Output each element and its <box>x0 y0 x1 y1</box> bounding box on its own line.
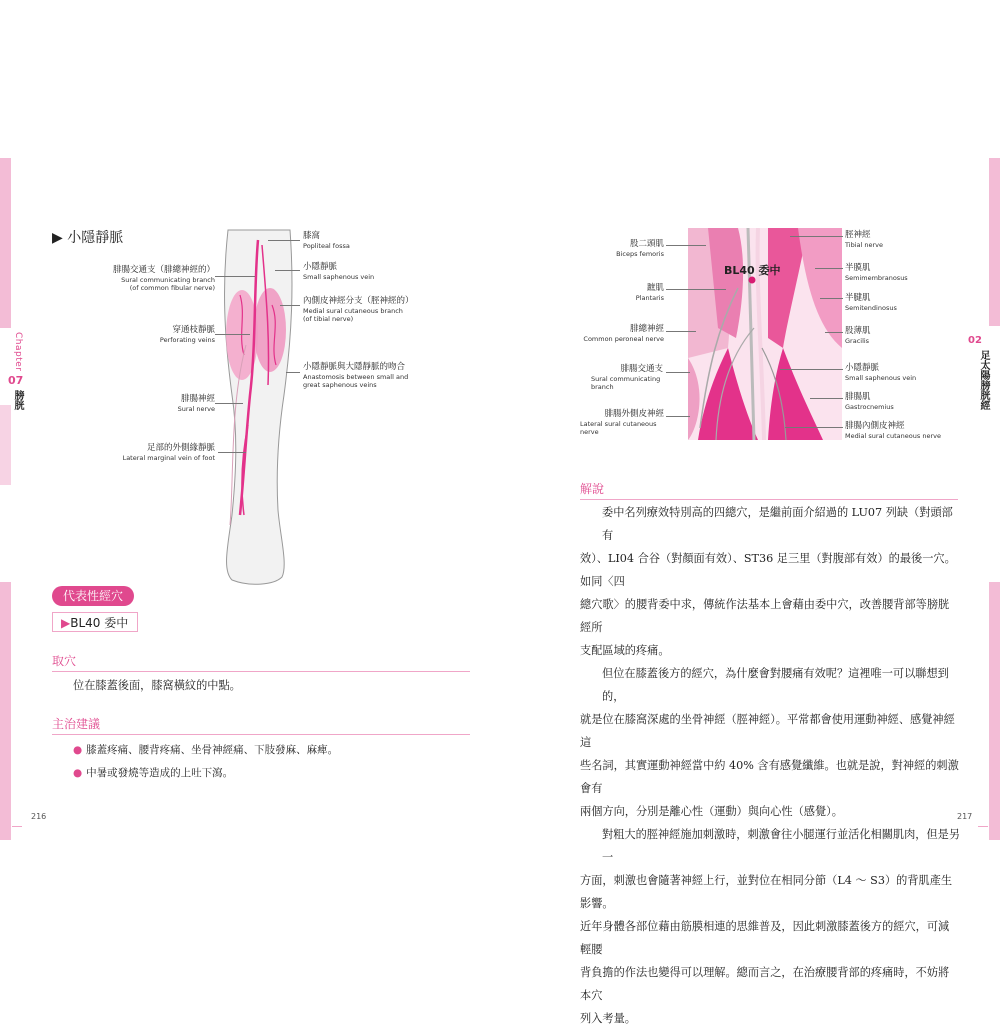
figure-label-sural-communicating <box>591 364 681 391</box>
text-line: 效）、LI04 合谷（對顏面有效）、ST36 足三里（對腹部有效）的最後一穴。如同〈四 <box>580 552 956 588</box>
left-edge-tab-mid <box>0 405 11 485</box>
page-rule <box>12 826 22 827</box>
bullet-icon: ● <box>73 767 83 779</box>
figure-label-gracilis <box>845 326 955 345</box>
figure-label-gastrocnemius <box>845 392 955 411</box>
label-en: Biceps femoris <box>616 250 664 258</box>
label-zh: 蹠肌 <box>646 283 664 293</box>
figure-label-anastomosis <box>303 362 463 389</box>
figure-label-popliteal-fossa <box>303 231 453 250</box>
text-line: 近年身體各部位藉由筋膜相連的思維普及，因此刺激膝蓋後方的經穴，可減輕腰 <box>580 920 950 956</box>
label-zh: 腓腸內側皮神經 <box>845 421 905 431</box>
figure-label-biceps-femoris <box>544 239 664 258</box>
leader-line <box>780 369 843 370</box>
divider <box>52 671 470 672</box>
triangle-icon: ▶ <box>52 230 63 246</box>
figure-label-small-saphenous <box>845 363 955 382</box>
page-number: 217 <box>957 812 973 821</box>
label-zh: 股薄肌 <box>845 326 871 336</box>
bullet-icon: ● <box>73 744 83 756</box>
label-en: Small saphenous vein <box>845 374 917 382</box>
label-en: Lateral marginal vein of foot <box>122 454 215 462</box>
indication-item <box>73 742 338 757</box>
label-zh: 腓腸交通支 <box>620 364 663 374</box>
rep-point-box <box>52 612 138 632</box>
explanation-heading: 解說 <box>580 482 605 496</box>
label-en: Sural nerve <box>177 405 215 413</box>
locating-text: 位在膝蓋後面，膝窩橫紋的中點。 <box>73 679 241 692</box>
leader-line <box>268 240 300 241</box>
explanation-body <box>580 501 960 1030</box>
text-line: 方面，刺激也會隨著神經上行，並對位在相同分節（L4 ～ S3）的背肌產生影響。 <box>580 874 953 910</box>
figure-label-medial-sural-branch <box>303 296 453 323</box>
label-en: Medial sural cutaneous branch <box>303 307 403 315</box>
figure-label-sural-nerve <box>75 394 215 413</box>
label-zh: 脛神經 <box>845 230 871 240</box>
label-en: Medial sural cutaneous nerve <box>845 432 941 440</box>
text-line: 就是位在膝窩深處的坐骨神經（脛神經）。平常都會使用運動神經、感覺神經這 <box>580 713 955 749</box>
label-zh: 內側皮神經分支（脛神經的） <box>303 296 414 306</box>
figure-label-sural-communicating <box>75 265 215 292</box>
label-zh: 足部的外側緣靜脈 <box>146 443 215 453</box>
label-zh: 膝窩 <box>303 231 321 241</box>
label-en: Small saphenous vein <box>303 273 375 281</box>
paragraph <box>580 662 960 823</box>
label-zh: 小隱靜脈與大隱靜脈的吻合 <box>303 362 406 372</box>
divider <box>52 734 470 735</box>
label-zh: 穿通枝靜脈 <box>172 325 215 335</box>
label-zh: 腓腸交通支（腓總神經的） <box>112 265 215 275</box>
label-en: branch <box>591 383 614 391</box>
leader-line <box>666 416 690 417</box>
leader-line <box>215 403 243 404</box>
label-zh: 腓腸神經 <box>180 394 215 404</box>
text-line: 對粗大的脛神經施加刺激時，刺激會往小腿運行並活化相關肌肉，但是另一 <box>602 828 961 864</box>
indication-text: 中暑或發燒等造成的上吐下瀉。 <box>86 767 234 779</box>
chapter-number: 02 <box>968 335 982 346</box>
figure-label-perforating-veins <box>75 325 215 344</box>
label-zh: 小隱靜脈 <box>303 262 338 272</box>
rep-point-name: BL40 委中 <box>70 616 129 630</box>
paragraph <box>580 823 960 1030</box>
page-number: 216 <box>31 812 47 821</box>
knee-muscle-illustration <box>688 228 842 440</box>
text-line: 委中名列療效特別高的四總穴，是繼前面介紹過的 LU07 列缺（對頭部有 <box>602 506 953 542</box>
paragraph <box>580 501 960 662</box>
figure-label-tibial-nerve <box>845 230 955 249</box>
indication-heading: 主治建議 <box>52 717 101 731</box>
left-edge-tab-bottom <box>0 582 11 840</box>
figure-label-lateral-marginal-vein <box>75 443 215 462</box>
label-en: Plantaris <box>635 294 664 302</box>
label-en: Gracilis <box>845 337 870 345</box>
figure-label-semimembranosus <box>845 263 955 282</box>
label-en: Semimembranosus <box>845 274 908 282</box>
label-en: (of common fibular nerve) <box>129 284 215 292</box>
label-zh: 腓總神經 <box>629 324 664 334</box>
figure-title <box>52 227 123 247</box>
text-line: 些名詞，其實運動神經當中約 40% 含有感覺纖維。也就是說，對神經的刺激會有 <box>580 759 959 795</box>
label-zh: 股二頭肌 <box>629 239 664 249</box>
leader-line <box>275 270 300 271</box>
left-edge-tab-top <box>0 158 11 328</box>
label-en: Sural communicating branch <box>121 276 215 284</box>
rep-point-badge: 代表性經穴 <box>52 586 134 606</box>
text-line: 背負擔的作法也變得可以理解。總而言之，在治療腰背部的疼痛時，不妨將本穴 <box>580 966 950 1002</box>
figure-label-small-saphenous <box>303 262 453 281</box>
leader-line <box>815 268 843 269</box>
label-zh: 半腱肌 <box>845 293 871 303</box>
right-edge-tab-top <box>989 158 1000 326</box>
leader-line <box>820 298 843 299</box>
text-line: 總穴歌〉的腰背委中求，傳統作法基本上會藉由委中穴，改善腰背部等膀胱經所 <box>580 598 950 634</box>
leader-line <box>280 305 300 306</box>
label-en: Tibial nerve <box>845 241 884 249</box>
leader-line <box>666 289 726 290</box>
label-en: Lateral sural cutaneous <box>580 420 657 428</box>
text-line: 但位在膝蓋後方的經穴，為什麼會對腰痛有效呢？這裡唯一可以聯想到的， <box>602 667 949 703</box>
divider <box>580 499 958 500</box>
chapter-name: 足太陽膀胱經 <box>978 350 989 410</box>
leader-line <box>215 276 255 277</box>
label-en: Sural communicating <box>591 375 661 383</box>
label-en: nerve <box>580 428 599 436</box>
leader-line <box>790 236 843 237</box>
figure-label-semitendinosus <box>845 293 955 312</box>
label-en: Perforating veins <box>159 336 215 344</box>
text-line: 列入考量。 <box>580 1012 636 1025</box>
text-line: 兩個方向，分別是離心性（運動）與向心性（感覺）。 <box>580 805 843 818</box>
label-zh: 腓腸肌 <box>845 392 871 402</box>
bl40-marker-label: BL40 委中 <box>724 264 781 277</box>
label-en: Common peroneal nerve <box>583 335 664 343</box>
leader-line <box>218 452 246 453</box>
leader-line <box>666 372 690 373</box>
leader-line <box>785 427 843 428</box>
label-zh: 腓腸外側皮神經 <box>604 409 664 419</box>
indication-item <box>73 765 233 780</box>
chapter-number: 07 <box>8 374 24 387</box>
label-en: (of tibial nerve) <box>303 315 354 323</box>
leader-line <box>215 334 250 335</box>
figure-label-lateral-sural-cutaneous <box>580 409 680 436</box>
leader-line <box>286 372 300 373</box>
label-en: great saphenous veins <box>303 381 377 389</box>
label-en: Anastomosis between small and <box>303 373 409 381</box>
figure-title-text: 小隱靜脈 <box>67 230 124 246</box>
label-zh: 半膜肌 <box>845 263 871 273</box>
label-en: Semitendinosus <box>845 304 897 312</box>
leader-line <box>666 331 696 332</box>
chapter-name: 膀胱 <box>12 390 23 410</box>
indication-text: 膝蓋疼痛、腰背疼痛、坐骨神經痛、下肢發麻、麻痺。 <box>86 744 339 756</box>
triangle-icon: ▶ <box>61 616 71 630</box>
chapter-label: Chapter <box>13 332 23 372</box>
page-rule <box>978 826 988 827</box>
leader-line <box>810 398 843 399</box>
leader-line <box>825 332 843 333</box>
figure-label-common-peroneal <box>544 324 664 343</box>
figure-label-medial-sural-cutaneous <box>845 421 960 440</box>
label-en: Gastrocnemius <box>845 403 894 411</box>
label-en: Popliteal fossa <box>303 242 350 250</box>
right-edge-tab-bottom <box>989 582 1000 840</box>
label-zh: 小隱靜脈 <box>845 363 880 373</box>
leader-line <box>666 245 706 246</box>
figure-label-plantaris <box>544 283 664 302</box>
locating-heading: 取穴 <box>52 654 77 668</box>
text-line: 支配區域的疼痛。 <box>580 644 670 657</box>
